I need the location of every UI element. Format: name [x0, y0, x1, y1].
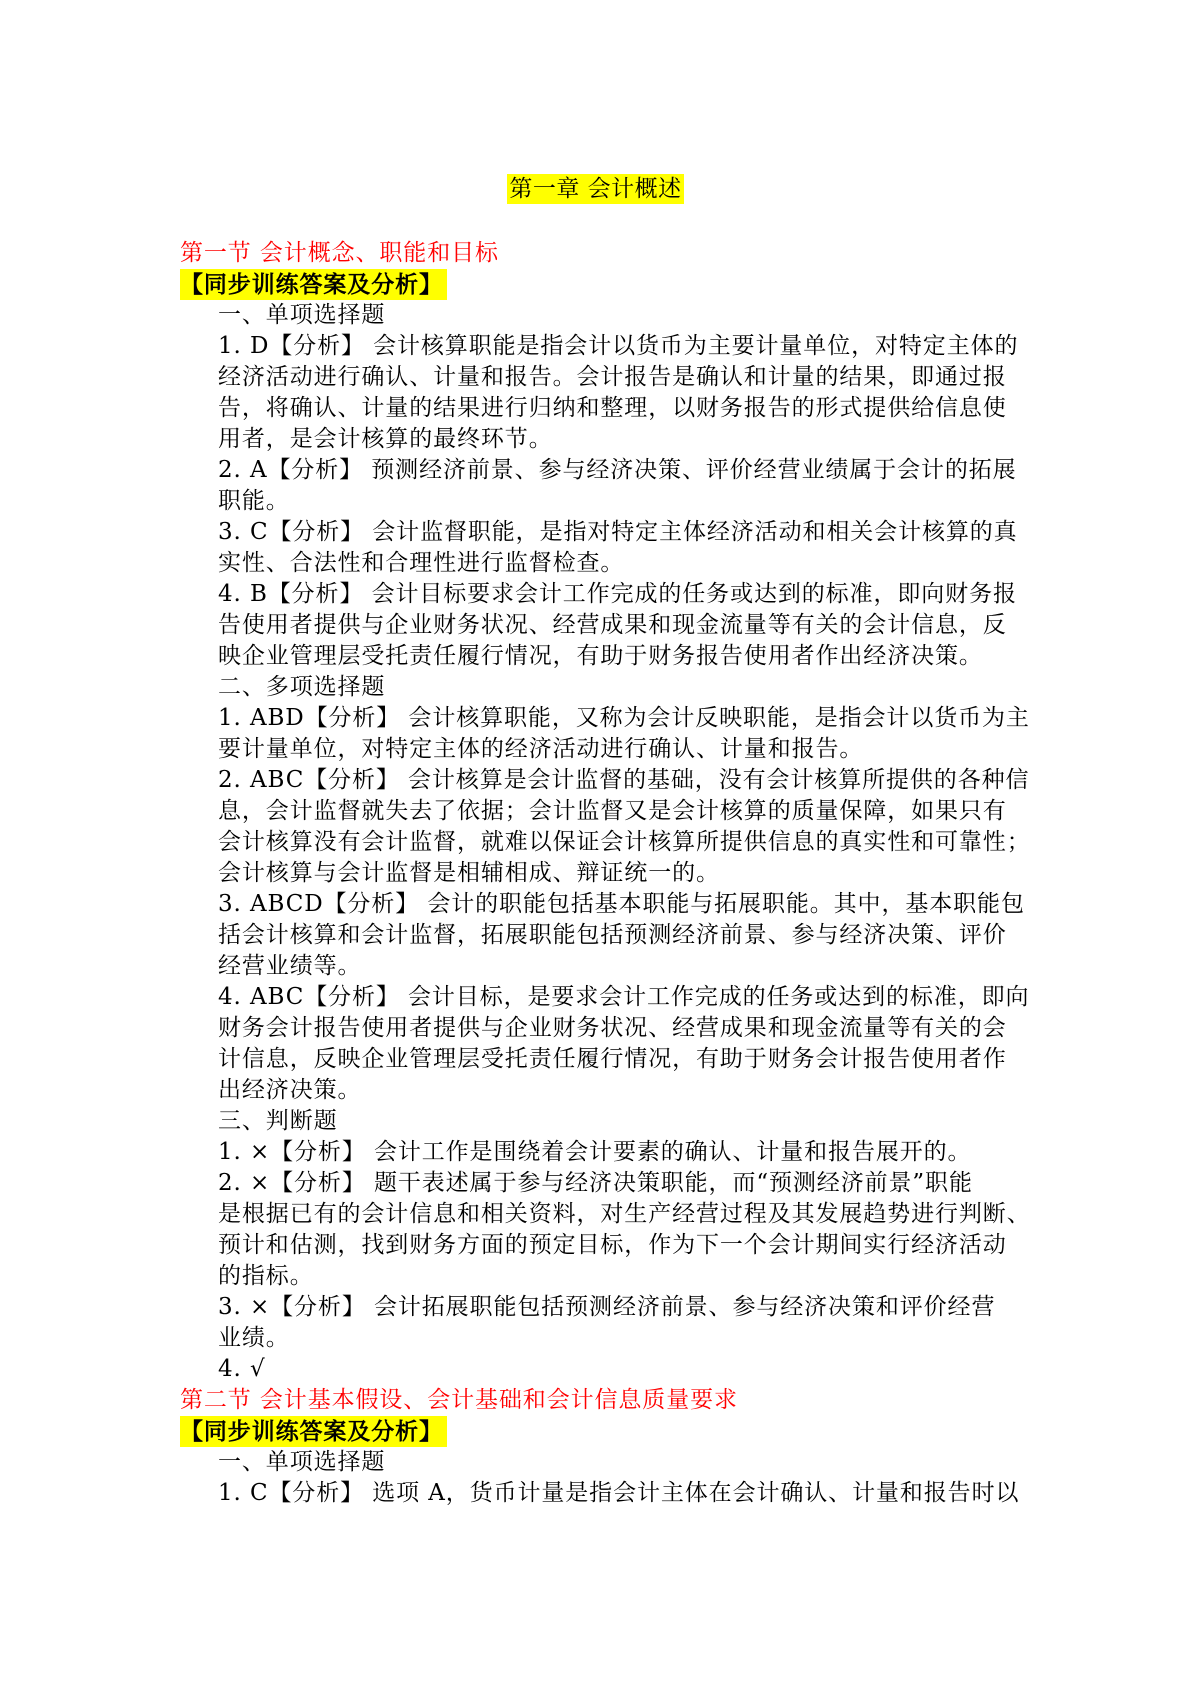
answer-line: 经济活动进行确认、计量和报告。会计报告是确认和计量的结果，即通过报 [218, 364, 1007, 390]
question-type-heading: 一、单项选择题 [218, 1449, 386, 1475]
answer-line: 3. ABCD【分析】 会计的职能包括基本职能与拓展职能。其中，基本职能包 [218, 891, 1025, 917]
answer-line: 2. ×【分析】 题干表述属于参与经济决策职能，而“预测经济前景”职能 [218, 1170, 973, 1196]
answer-line: 职能。 [218, 488, 290, 514]
answer-line: 会计核算与会计监督是相辅相成、辩证统一的。 [218, 860, 720, 886]
answer-line: 1. ×【分析】 会计工作是围绕着会计要素的确认、计量和报告展开的。 [218, 1139, 972, 1165]
answers-label-row [180, 269, 1020, 300]
answer-line: 3. C【分析】 会计监督职能，是指对特定主体经济活动和相关会计核算的真 [218, 519, 1018, 545]
answer-line: 经营业绩等。 [218, 953, 362, 979]
answer-line: 的指标。 [218, 1263, 314, 1289]
answer-line: 括会计核算和会计监督，拓展职能包括预测经济前景、参与经济决策、评价 [218, 922, 1007, 948]
answer-line: 4. √ [218, 1356, 266, 1382]
answers-label-row [180, 1416, 1020, 1447]
answer-line: 实性、合法性和合理性进行监督检查。 [218, 550, 625, 576]
answer-line: 要计量单位，对特定主体的经济活动进行确认、计量和报告。 [218, 736, 864, 762]
answer-line: 会计核算没有会计监督，就难以保证会计核算所提供信息的真实性和可靠性； [218, 829, 1031, 855]
chapter-title-row [0, 174, 1191, 204]
answer-line: 息，会计监督就失去了依据；会计监督又是会计核算的质量保障，如果只有 [218, 798, 1007, 824]
answer-line: 用者，是会计核算的最终环节。 [218, 426, 553, 452]
answer-line: 2. ABC【分析】 会计核算是会计监督的基础，没有会计核算所提供的各种信 [218, 767, 1030, 793]
question-type-heading: 一、单项选择题 [218, 302, 386, 328]
answer-line: 告，将确认、计量的结果进行归纳和整理，以财务报告的形式提供给信息使 [218, 395, 1007, 421]
answer-line: 计信息，反映企业管理层受托责任履行情况，有助于财务会计报告使用者作 [218, 1046, 1007, 1072]
section-title: 第一节 会计概念、职能和目标 [180, 240, 499, 266]
answer-line: 告使用者提供与企业财务状况、经营成果和现金流量等有关的会计信息，反 [218, 612, 1007, 638]
answers-label: 【同步训练答案及分析】 [180, 1416, 447, 1447]
answer-line: 映企业管理层受托责任履行情况，有助于财务报告使用者作出经济决策。 [218, 643, 983, 669]
answer-line: 1. C【分析】 选项 A，货币计量是指会计主体在会计确认、计量和报告时以 [218, 1480, 1020, 1506]
answer-line: 4. B【分析】 会计目标要求会计工作完成的任务或达到的标准，即向财务报 [218, 581, 1017, 607]
answer-line: 1. D【分析】 会计核算职能是指会计以货币为主要计量单位，对特定主体的 [218, 333, 1019, 359]
answer-line: 3. ×【分析】 会计拓展职能包括预测经济前景、参与经济决策和评价经营 [218, 1294, 996, 1320]
question-type-heading: 三、判断题 [218, 1108, 338, 1134]
section-title: 第二节 会计基本假设、会计基础和会计信息质量要求 [180, 1387, 738, 1413]
answer-line: 1. ABD【分析】 会计核算职能，又称为会计反映职能，是指会计以货币为主 [218, 705, 1030, 731]
answer-line: 2. A【分析】 预测经济前景、参与经济决策、评价经营业绩属于会计的拓展 [218, 457, 1017, 483]
answer-line: 业绩。 [218, 1325, 290, 1351]
chapter-title: 第一章 会计概述 [509, 176, 682, 202]
answers-label: 【同步训练答案及分析】 [180, 269, 447, 300]
document-body [180, 238, 1031, 1509]
answer-line: 预计和估测，找到财务方面的预定目标，作为下一个会计期间实行经济活动 [218, 1232, 1007, 1258]
answer-line: 是根据已有的会计信息和相关资料，对生产经营过程及其发展趋势进行判断、 [218, 1201, 1031, 1227]
question-type-heading: 二、多项选择题 [218, 674, 386, 700]
answer-line: 财务会计报告使用者提供与企业财务状况、经营成果和现金流量等有关的会 [218, 1015, 1007, 1041]
answer-line: 4. ABC【分析】 会计目标，是要求会计工作完成的任务或达到的标准，即向 [218, 984, 1030, 1010]
answer-line: 出经济决策。 [218, 1077, 362, 1103]
